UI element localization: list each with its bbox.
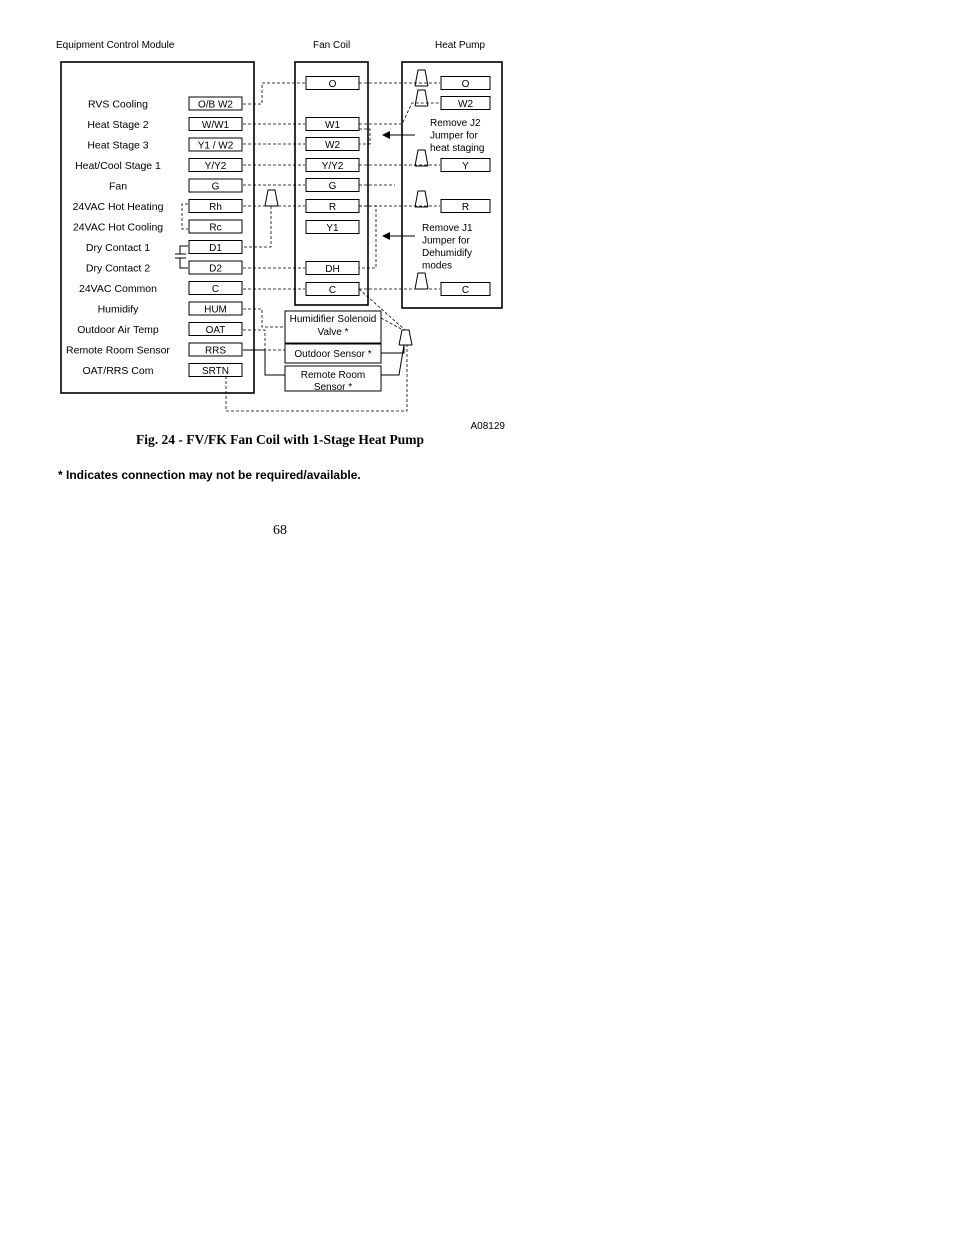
ecm-row-label: Dry Contact 2 (85, 262, 151, 275)
humidifier-label-line1: Humidifier Solenoid (289, 314, 377, 325)
ecm-terminal-label: RRS (204, 345, 227, 357)
heat-pump-terminal-label: O (461, 79, 470, 90)
ecm-row-label: RVS Cooling (88, 98, 148, 111)
ecm-terminal-label: OAT (205, 325, 226, 336)
ecm-terminal-label: D2 (209, 263, 222, 275)
heat-pump-terminal-label: R (461, 202, 470, 213)
ecm-header: Equipment Control Module (56, 40, 175, 51)
humidifier-label-line2: Valve * (317, 327, 349, 338)
fan-coil-terminal-label: DH (325, 264, 340, 275)
ecm-terminal-label: Rh (209, 202, 222, 213)
figure-caption: Fig. 24 - FV/FK Fan Coil with 1-Stage Heat Pump (136, 432, 424, 447)
heat-pump-terminal-label: C (461, 285, 470, 296)
fan-coil-header: Fan Coil (313, 40, 351, 51)
ecm-row-label: Remote Room Sensor (66, 344, 170, 357)
ecm-terminal-label: Rc (209, 222, 222, 234)
ecm-terminal-label: D1 (209, 243, 222, 254)
ecm-row-label: Dry Contact 1 (85, 242, 151, 254)
ecm-terminal-label: O/B W2 (197, 99, 234, 111)
ecm-terminal-label: G (211, 181, 220, 193)
footnote: * Indicates connection may not be required/available. (58, 468, 361, 482)
heat-pump-header: Heat Pump (435, 40, 486, 51)
figure-code: A08129 (470, 421, 505, 432)
fan-coil-terminal-label: C (328, 285, 337, 296)
ecm-row-label: Humidify (97, 303, 139, 316)
j2-note-line: heat staging (430, 143, 485, 154)
ecm-terminal-label: SRTN (201, 366, 230, 377)
ecm-terminal-label: W/W1 (201, 120, 230, 131)
page-number: 68 (273, 523, 287, 538)
ecm-row-label: OAT/RRS Com (82, 365, 154, 377)
ecm-row-label: Outdoor Air Temp (77, 324, 159, 336)
fan-coil-terminal-label: O (328, 79, 337, 90)
j1-note-line: Dehumidify (422, 248, 473, 259)
fan-coil-terminal-label: Y1 (326, 223, 339, 234)
j2-note-line: Remove J2 (430, 118, 481, 129)
ecm-terminal-label: HUM (204, 304, 227, 316)
ecm-row-label: Fan (108, 180, 128, 193)
ecm-row-label: 24VAC Common (78, 283, 158, 295)
ecm-row-label: 24VAC Hot Heating (72, 201, 164, 213)
j2-note-line: Jumper for (430, 130, 478, 142)
heat-pump-terminal-label: Y (462, 161, 469, 172)
fan-coil-terminal-label: W1 (325, 120, 340, 131)
ecm-row-label: Heat Stage 3 (87, 139, 149, 152)
fan-coil-terminal-label: Y/Y2 (321, 161, 344, 172)
outdoor-sensor-label: Outdoor Sensor * (294, 349, 372, 360)
remote-sensor-label-line1: Remote Room (300, 370, 366, 381)
fan-coil-terminal-label: G (328, 181, 337, 192)
fan-coil-terminal-label: W2 (325, 140, 340, 151)
j2-note (430, 118, 485, 154)
ecm-row-label: Heat/Cool Stage 1 (75, 160, 161, 172)
ecm-row-label: 24VAC Hot Cooling (72, 221, 164, 234)
fan-coil-terminal-label: R (328, 202, 337, 213)
j1-note-line: Remove J1 (422, 223, 473, 234)
ecm-terminal-label: Y/Y2 (204, 161, 227, 172)
ecm-terminal-label: C (211, 284, 220, 295)
j1-note-line: modes (422, 260, 453, 272)
heat-pump-terminal-label: W2 (458, 99, 473, 110)
ecm-row-label: Heat Stage 2 (87, 119, 149, 131)
remote-sensor-label-line2: Sensor * (313, 382, 353, 393)
j1-note-line: Jumper for (422, 235, 470, 247)
ecm-terminal-label: Y1 / W2 (197, 140, 234, 152)
